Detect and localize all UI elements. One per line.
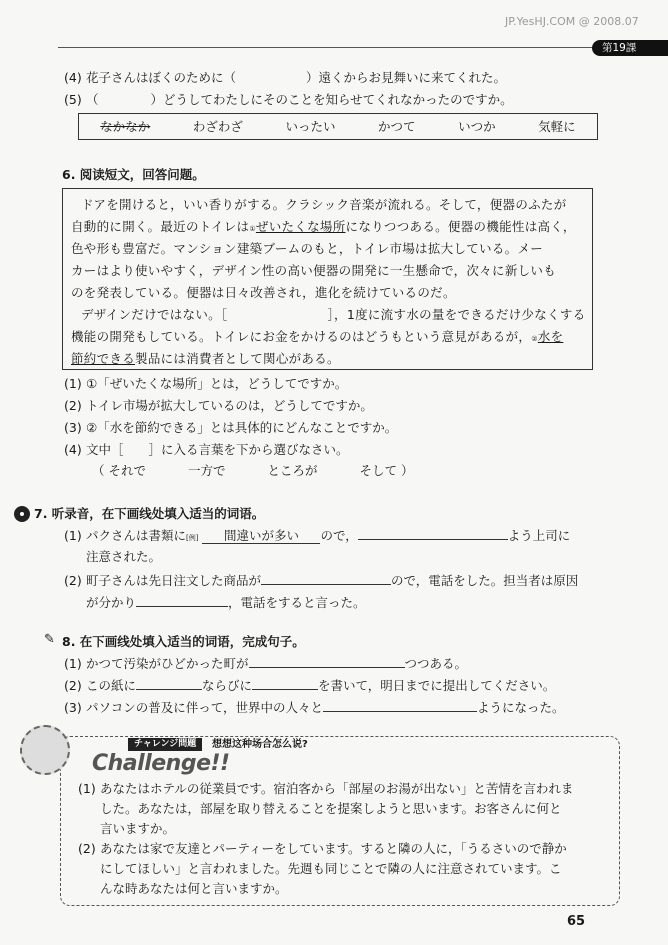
challenge-item: (1) あなたはホテルの従業員です。宿泊客から「部屋のお湯が出ない」と苦情を言われま した。あなたは，部屋を取り替えることを提案しようと思います。お客さんに何と 言いますか。 (2) あなたは家で友達とパーティーをしています。すると隣の人に，「うるさいので静か にしてほしい」と言われました。先週も同じことで隣の人に注意されています。こ んな時あなたは何と言いますか。 [78, 781, 574, 896]
example-answer: 間違いが多い [202, 528, 320, 544]
ex7-q1: (1) パクさんは書類に[例] 間違いが多い ので， よう上司に [64, 528, 571, 543]
ex7-q1-cont: 注意された。 [86, 549, 162, 564]
question: (2) トイレ市場が拡大しているのは，どうしてですか。 [64, 398, 373, 413]
choice-word: いったい [285, 119, 336, 134]
marker: ① [249, 225, 256, 233]
answer-blank[interactable] [261, 572, 391, 585]
passage-text: ］，1度に流す水の量をできるだけ少なくする [327, 307, 586, 322]
choice-word: 気軽に [538, 119, 576, 134]
header-rule [58, 47, 598, 48]
option: 一方で [188, 463, 226, 478]
pencil-icon: ✎ [44, 632, 55, 647]
example-marker: [例] [186, 534, 199, 542]
passage-line [71, 351, 340, 366]
passage-line: カーはより使いやすく，デザイン性の高い便器の開発に一生懸命で，次々に新しいも [71, 263, 557, 278]
marker: ② [531, 335, 538, 343]
passage-text: になりつつある。便器の機能性は高く， [345, 219, 576, 234]
word-choice-box [78, 113, 598, 140]
ex7-q2-cont: が分かり ，電話をすると言った。 [86, 595, 366, 610]
choice-word: かつて [378, 119, 416, 134]
passage-line [81, 307, 586, 322]
question: (4) 文中［ ］に入る言葉を下から選びなさい。 [64, 442, 349, 457]
passage-line: ドアを開けると，いい香りがする。クラシック音楽が流れる。そして，便器のふたが [81, 197, 567, 212]
ex6-heading: 6. 阅读短文，回答问题。 [62, 167, 205, 182]
choice-word: わざわざ [192, 119, 243, 134]
answer-blank[interactable] [252, 677, 318, 690]
choice-word: なかなか [100, 119, 151, 134]
passage-text: デザインだけではない。［ [81, 307, 228, 322]
passage-line: のを発表している。便器は日々改善され，進化を続けているのだ。 [71, 285, 456, 300]
passage-text: 製品には消費者として関心がある。 [135, 351, 340, 366]
passage-line: 色や形も豊富だ。マンション建築ブームのもと，トイレ市場は拡大している。メー [71, 241, 544, 256]
page-number: 65 [567, 914, 586, 929]
passage-text: 機能の開発もしている。トイレにお金をかけるのはどうもという意見があるが， [71, 329, 532, 344]
ex7-heading: 7. 听录音，在下画线处填入适当的词语。 [34, 506, 265, 521]
option-list: （ それで 一方で ところが そして ） [92, 463, 414, 478]
ex5-item-5: (5) （ ）どうしてわたしにそのことを知らせてくれなかったのですか。 [64, 92, 513, 107]
ex8-item: (3) パソコンの普及に伴って，世界中の人々と ようになった。 [64, 700, 565, 715]
passage-line [71, 219, 576, 237]
lesson-tab: 第19課 [592, 40, 668, 56]
answer-blank[interactable] [136, 677, 202, 690]
question: (1) ①「ぜいたくな場所」とは，どうしてですか。 [64, 376, 348, 391]
question: (3) ②「水を節約できる」とは具体的にどんなことですか。 [64, 420, 398, 435]
ex8-item: (1) かつて汚染がひどかった町が つつある。 [64, 656, 468, 671]
underlined-phrase: ぜいたくな場所 [255, 219, 346, 234]
answer-blank[interactable] [323, 699, 477, 712]
challenge-title: Challenge!! [92, 751, 230, 776]
answer-blank[interactable] [136, 594, 228, 607]
ex8-item: (2) この紙に ならびに を書いて，明日までに提出してください。 [64, 678, 556, 693]
passage-text: 自動的に開く。最近のトイレは [71, 219, 250, 234]
choice-word: いつか [458, 119, 496, 134]
answer-blank[interactable] [358, 527, 508, 540]
underlined-phrase: 水を [537, 329, 564, 344]
challenge-badge-icon [20, 725, 70, 775]
option: ところが [267, 463, 318, 478]
reading-passage [62, 188, 593, 370]
underlined-phrase: 節約できる [71, 351, 136, 366]
cd-audio-icon [14, 506, 30, 522]
challenge-label: チャレンジ問題 [128, 738, 202, 751]
passage-line [71, 329, 563, 347]
ex7-q2: (2) 町子さんは先日注文した商品が ので，電話をした。担当者は原因 [64, 573, 579, 588]
ex5-item-4: (4) 花子さんはぼくのために（ ）遠くからお見舞いに来てくれた。 [64, 70, 507, 85]
ex8-heading: 8. 在下画线处填入适当的词语，完成句子。 [62, 634, 305, 649]
watermark: JP.YesHJ.COM @ 2008.07 [505, 15, 639, 28]
challenge-subtitle: 想想这种场合怎么说? [212, 739, 308, 750]
option: それで [108, 463, 146, 478]
option: そして [359, 463, 398, 478]
answer-blank[interactable] [249, 655, 405, 668]
